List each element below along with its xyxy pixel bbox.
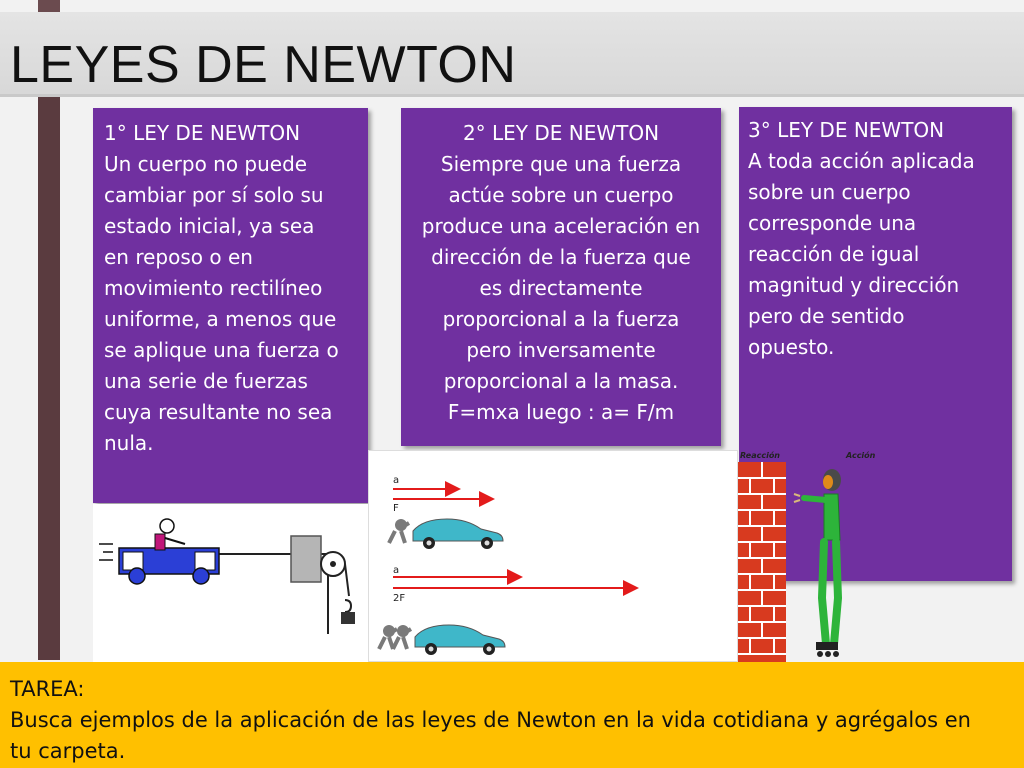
label-f: F xyxy=(393,503,399,514)
title-band xyxy=(0,12,1024,97)
label-2f: 2F xyxy=(393,593,406,604)
homework-label: TAREA: xyxy=(10,677,85,701)
homework-line: Busca ejemplos de la aplicación de las leyes de Newton en la vida cotidiana y agrégalos en xyxy=(10,708,971,732)
law-1-line: nula. xyxy=(104,431,154,455)
law-1-line: cuya resultante no sea xyxy=(104,400,333,424)
law-3-line: A toda acción aplicada xyxy=(748,149,975,173)
force-acceleration-illustration xyxy=(368,450,738,662)
law-1-line: en reposo o en xyxy=(104,245,253,269)
action-reaction-illustration xyxy=(738,448,1012,662)
law-3-line: opuesto. xyxy=(748,335,835,359)
law-1-line: uniforme, a menos que xyxy=(104,307,337,331)
law-2-line: produce una aceleración en xyxy=(421,214,701,238)
law-3-line: magnitud y dirección xyxy=(748,273,960,297)
law-1-line: estado inicial, ya sea xyxy=(104,214,315,238)
law-1-line: se aplique una fuerza o xyxy=(104,338,339,362)
law-1-line: Un cuerpo no puede xyxy=(104,152,308,176)
inertia-illustration xyxy=(93,504,368,664)
law-2-formula: F=mxa luego : a= F/m xyxy=(447,400,675,424)
law-2-line: Siempre que una fuerza xyxy=(440,152,682,176)
law-3-line: pero de sentido xyxy=(748,304,905,328)
law-2-line: proporcional a la masa. xyxy=(443,369,679,393)
law-2-box xyxy=(401,108,721,446)
law-1-line: movimiento rectilíneo xyxy=(104,276,323,300)
label-accion: Acción xyxy=(846,451,876,460)
law-3-heading: 3° LEY DE NEWTON xyxy=(748,118,945,142)
law-1-line: cambiar por sí solo su xyxy=(104,183,324,207)
law-1-heading: 1° LEY DE NEWTON xyxy=(104,121,301,145)
law-2-heading: 2° LEY DE NEWTON xyxy=(462,121,660,145)
law-1-line: una serie de fuerzas xyxy=(104,369,308,393)
law-3-line: sobre un cuerpo xyxy=(748,180,911,204)
law-2-line: dirección de la fuerza que xyxy=(431,245,691,269)
law-3-line: reacción de igual xyxy=(748,242,920,266)
law-2-line: actúe sobre un cuerpo xyxy=(448,183,674,207)
law-2-line: proporcional a la fuerza xyxy=(442,307,680,331)
left-accent-bar xyxy=(38,0,60,660)
homework-line: tu carpeta. xyxy=(10,739,126,763)
label-a-bottom: a xyxy=(393,565,400,576)
homework-band xyxy=(0,662,1024,768)
slide-title: LEYES DE NEWTON xyxy=(10,36,517,94)
law-2-line: pero inversamente xyxy=(466,338,656,362)
law-2-line: es directamente xyxy=(479,276,643,300)
label-a-top: a xyxy=(393,475,400,486)
label-reaccion: Reacción xyxy=(740,451,781,460)
law-3-line: corresponde una xyxy=(748,211,917,235)
law-1-box xyxy=(93,108,368,503)
